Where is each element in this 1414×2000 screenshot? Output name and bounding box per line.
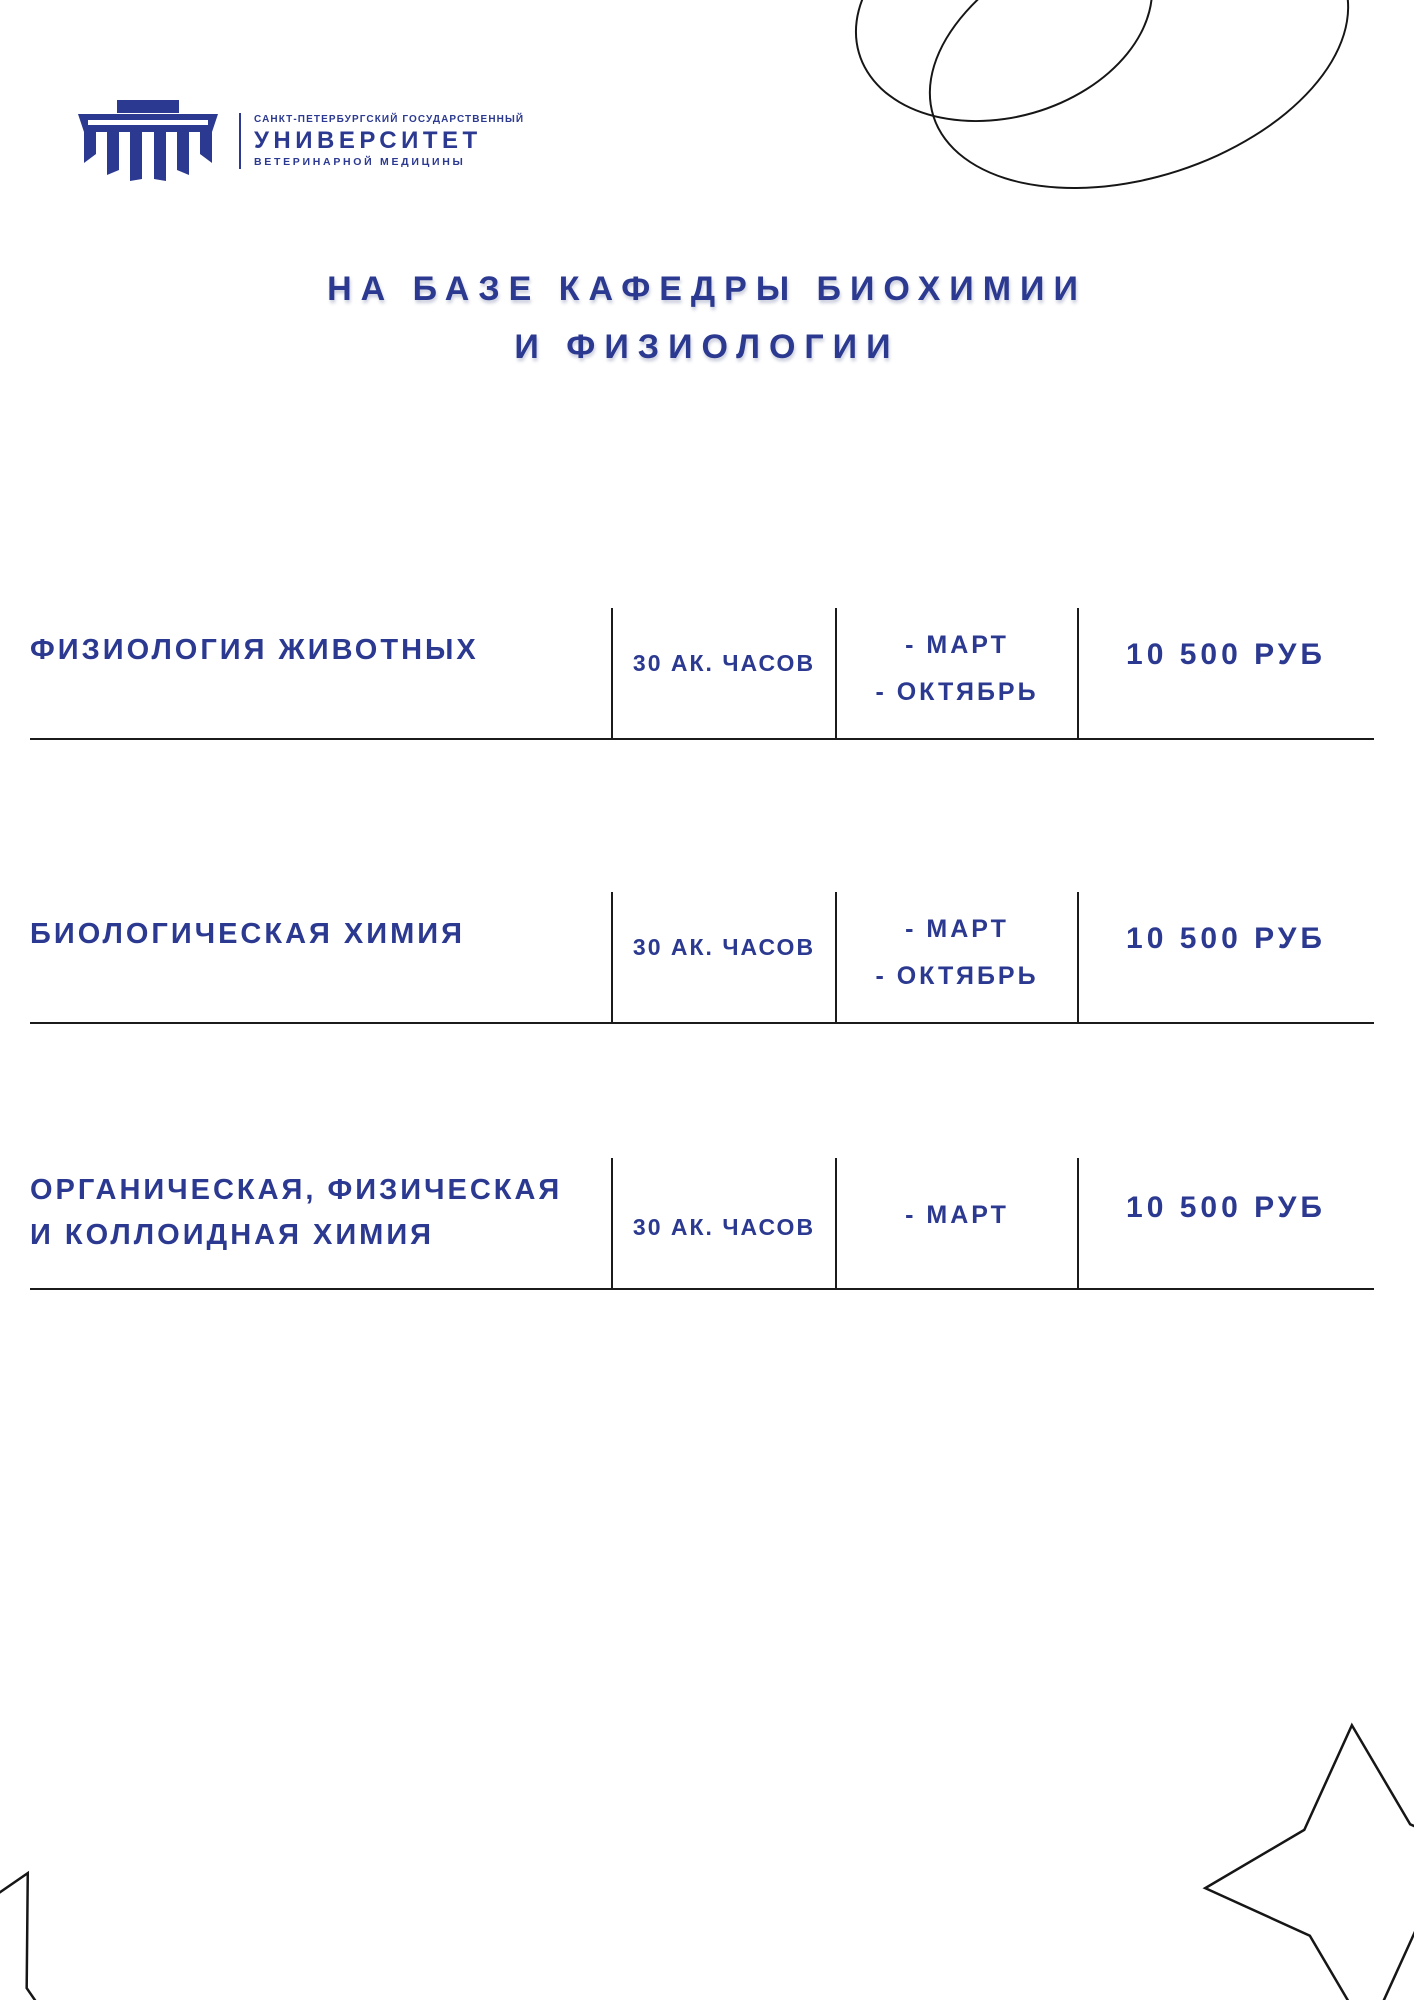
course-name	[30, 628, 605, 673]
course-price: 10 500 РУБ	[1126, 922, 1326, 955]
course-name-line: ФИЗИОЛОГИЯ ЖИВОТНЫХ	[30, 634, 479, 666]
page-title-line1: НА БАЗЕ КАФЕДРЫ БИОХИМИИ	[327, 270, 1087, 308]
course-date-line: - ОКТЯБРЬ	[875, 678, 1039, 706]
university-logo	[73, 100, 524, 182]
course-row-physiology	[0, 608, 1414, 740]
course-hours: 30 АК. ЧАСОВ	[632, 934, 816, 960]
row-underline	[30, 1022, 1374, 1024]
course-date-line: - ОКТЯБРЬ	[875, 962, 1039, 990]
course-dates	[837, 622, 1077, 716]
course-name	[30, 912, 605, 957]
course-row-organic-chemistry	[0, 1158, 1414, 1290]
course-price: 10 500 РУБ	[1126, 638, 1326, 671]
course-name-line: ОРГАНИЧЕСКАЯ, ФИЗИЧЕСКАЯ	[30, 1174, 563, 1206]
course-hours: 30 АК. ЧАСОВ	[632, 650, 816, 676]
org-name-main: УНИВЕРСИТЕТ	[254, 127, 482, 154]
four-point-star-outline-icon	[0, 1794, 171, 2000]
column-divider	[1077, 892, 1079, 1022]
course-dates	[837, 906, 1077, 1000]
course-price: 10 500 РУБ	[1126, 1191, 1326, 1224]
course-name-line: БИОЛОГИЧЕСКАЯ ХИМИЯ	[30, 918, 465, 950]
course-name	[30, 1168, 605, 1258]
org-name	[254, 114, 524, 168]
page-title-line2: И ФИЗИОЛОГИИ	[514, 328, 900, 366]
course-hours: 30 АК. ЧАСОВ	[632, 1214, 816, 1240]
four-point-star-outline-icon	[1192, 1712, 1414, 2000]
ellipse-outline-icon	[893, 0, 1385, 239]
course-name-line: И КОЛЛОИДНАЯ ХИМИЯ	[30, 1219, 435, 1251]
logo-divider	[239, 113, 241, 169]
course-date-line: - МАРТ	[905, 915, 1009, 943]
row-underline	[30, 738, 1374, 740]
university-columns-icon	[73, 100, 223, 182]
page-title	[0, 260, 1414, 376]
org-name-top: САНКТ-ПЕТЕРБУРГСКИЙ ГОСУДАРСТВЕННЫЙ	[254, 114, 525, 125]
column-divider	[1077, 608, 1079, 738]
course-dates	[837, 1192, 1077, 1239]
course-row-biochemistry	[0, 892, 1414, 1024]
row-underline	[30, 1288, 1374, 1290]
course-date-line: - МАРТ	[905, 1201, 1009, 1229]
course-date-line: - МАРТ	[905, 631, 1009, 659]
org-name-bottom: ВЕТЕРИНАРНОЙ МЕДИЦИНЫ	[254, 156, 466, 168]
